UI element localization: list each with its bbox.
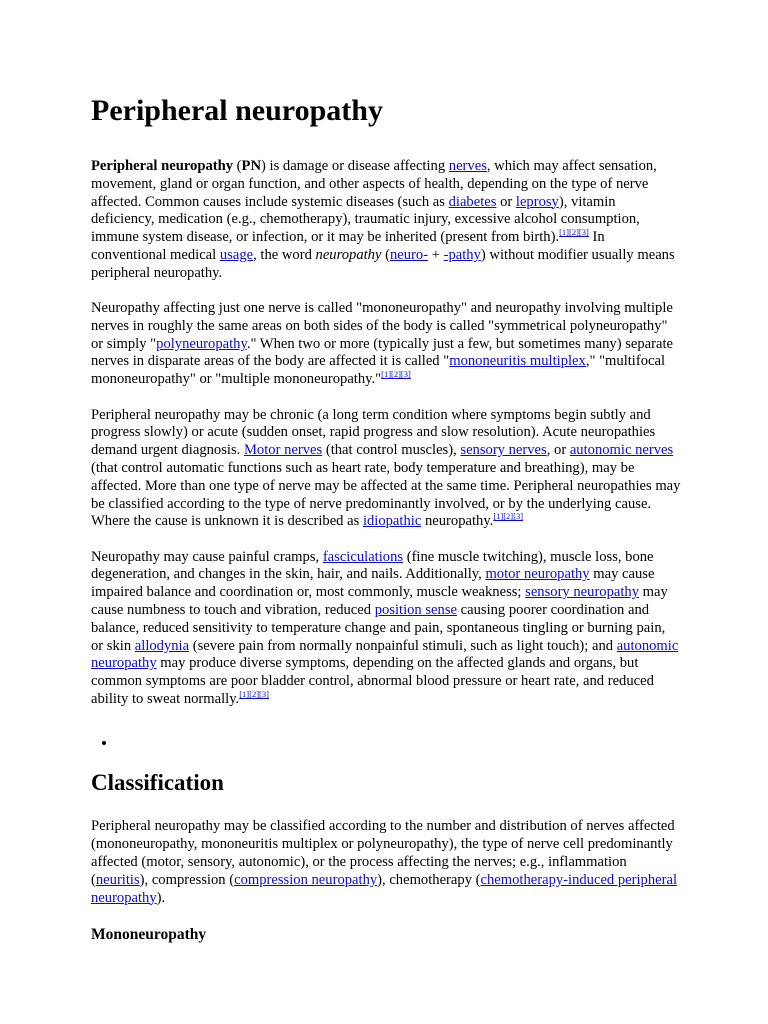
link-nerves[interactable]: nerves <box>448 158 487 174</box>
link-position-sense[interactable]: position sense <box>374 602 457 619</box>
chronic-acute-paragraph: Peripheral neuropathy may be chronic (a long term condition where symptoms begin subtly and progress slowly) or acute (sudden onset, rapid progress and slow resolution). Acute neuropathies demand urgent diagnosis. Motor nerves (that control muscles), sensory nerves, or autonomic nerves (that control automatic functions such as heart rate, body temperature and breathing), may be affected. More than one type of nerve may be affected at the same time. Peripheral neuropathies may be classified according to the type of nerve predominantly involved, or by the underlying cause. Where the cause is unknown it is described as idiopathic neuropathy.[1][2][3] <box>91 406 681 530</box>
link-leprosy[interactable]: leprosy <box>515 193 559 210</box>
link-fasciculations[interactable]: fasciculations <box>322 548 404 565</box>
link-motor-neuropathy[interactable]: motor neuropathy <box>485 566 590 583</box>
link-mononeuritis-multiplex[interactable]: mononeuritis multiplex <box>449 353 586 370</box>
bullet-item <box>117 726 681 760</box>
link-idiopathic[interactable]: idiopathic <box>362 513 422 530</box>
link-sensory-nerves[interactable]: sensory nerves <box>460 442 547 459</box>
article <box>91 88 681 945</box>
link-autonomic-nerves[interactable]: autonomic nerves <box>569 442 674 459</box>
intro-paragraph: Peripheral neuropathy (PN) is damage or disease affecting nerves, which may affect sensation, movement, gland or organ function, and other aspects of health, depending on the type of nerve affected. Common causes include systemic diseases (such as diabetes or leprosy), vitamin deficiency, medication (e.g., chemotherapy), traumatic injury, excessive alcohol consumption, immune system disease, or infection, or it may be inherited (present from birth).[1][2][3] In conventional medical usage, the word neuropathy (neuro- + -pathy) without modifier usually means peripheral neuropathy. <box>91 158 675 281</box>
mononeuropathy-heading: Mononeuropathy <box>91 925 207 943</box>
link-pathy[interactable]: -pathy <box>443 246 481 263</box>
link-neuritis[interactable]: neuritis <box>95 871 140 888</box>
italic-word: neuropathy <box>315 246 382 263</box>
symptoms-paragraph: Neuropathy may cause painful cramps, fasciculations (fine muscle twitching), muscle loss, bone degeneration, and changes in the skin, hair, and nails. Additionally, motor neuropathy may cause impaired balance and coordination or, most commonly, muscle weakness; sensory neuropathy may cause numbness to touch and vibration, reduced position sense causing poorer coordination and balance, reduced sensitivity to temperature change and pain, spontaneous tingling or burning pain, or skin allodynia (severe pain from normally nonpainful stimuli, such as light touch); and autonomic neuropathy may produce diverse symptoms, depending on the affected glands and organs, but common symptoms are poor bladder control, abnormal blood pressure or heart rate, and reduced ability to sweat normally.[1][2][3] <box>91 548 679 708</box>
empty-bullet-list <box>91 726 681 760</box>
link-usage[interactable]: usage <box>219 246 254 263</box>
link-allodynia[interactable]: allodynia <box>134 637 190 654</box>
types-paragraph: Neuropathy affecting just one nerve is called "mononeuropathy" and neuropathy involving multiple nerves in roughly the same areas on both sides of the body is called "symmetrical polyneuropathy" or simply "polyneuropathy." When two or more (typically just a few, but sometimes many) separate nerves in disparate areas of the body are affected it is called "mononeuritis multiplex," "multifocal mononeuropathy" or "multiple mononeuropathy."[1][2][3] <box>91 300 674 388</box>
classification-paragraph: Peripheral neuropathy may be classified according to the number and distribution of nerves affected (mononeuropathy, mononeuritis multiplex or polyneuropathy), the type of nerve cell predominantly affected (motor, sensory, autonomic), or the process affecting the nerves; e.g., inflammation (neuritis), compression (compression neuropathy), chemotherapy (chemotherapy-induced peripheral neuropathy). <box>91 818 678 906</box>
link-chemotherapy-induced-neuropathy[interactable]: chemotherapy-induced peripheral neuropathy <box>91 871 678 906</box>
term-bold: Peripheral neuropathy <box>91 158 234 174</box>
citation-ref[interactable]: [1][2][3] <box>381 369 411 380</box>
link-compression-neuropathy[interactable]: compression neuropathy <box>234 871 378 888</box>
classification-heading: Classification <box>91 770 224 796</box>
link-sensory-neuropathy[interactable]: sensory neuropathy <box>525 584 640 601</box>
citation-ref[interactable]: [1][2][3] <box>559 227 589 238</box>
citation-ref[interactable]: [1][2][3] <box>239 689 269 700</box>
page-title: Peripheral neuropathy <box>91 94 383 127</box>
citation-ref[interactable]: [1][2][3] <box>493 511 524 522</box>
link-polyneuropathy[interactable]: polyneuropathy <box>156 335 247 352</box>
link-autonomic-neuropathy[interactable]: autonomic neuropathy <box>91 637 679 672</box>
abbr-bold: PN <box>241 158 262 174</box>
link-diabetes[interactable]: diabetes <box>448 193 497 210</box>
link-motor-nerves[interactable]: Motor nerves <box>243 442 323 459</box>
link-neuro[interactable]: neuro- <box>389 246 429 263</box>
